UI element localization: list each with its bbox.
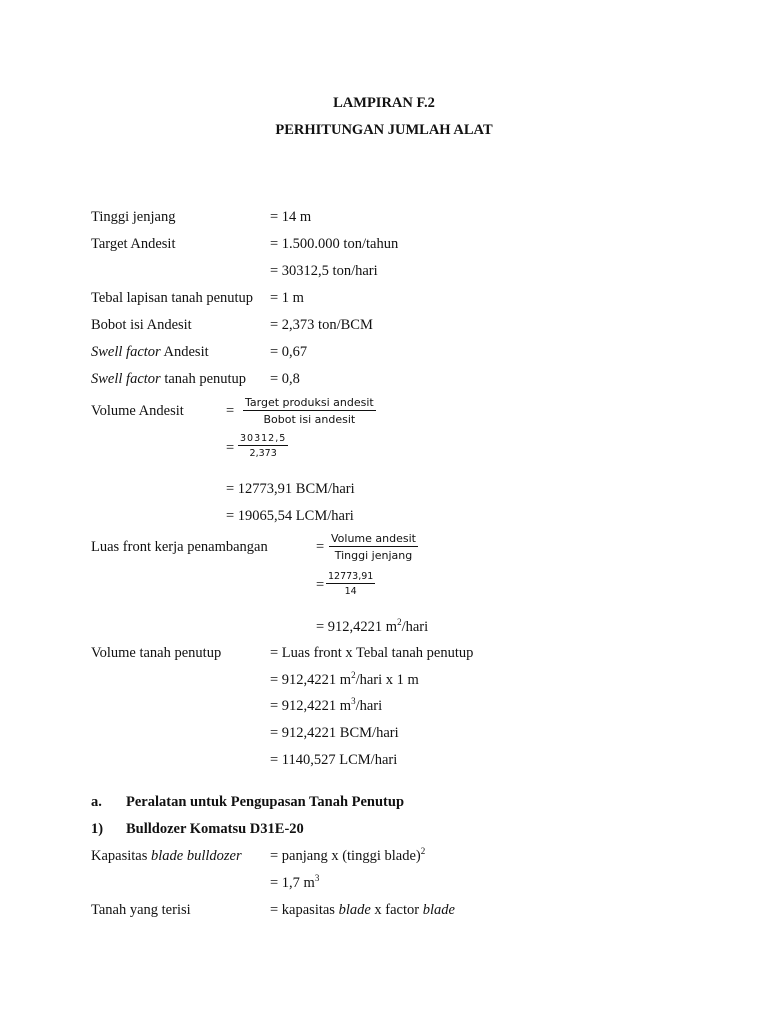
section-a-marker: a. [91,794,102,810]
value-volume-tanah-lcm: = 1140,527 LCM/hari [270,752,398,768]
fraction-numerator: 12773,91 [326,571,375,584]
value-volume-tanah-formula: = Luas front x Tebal tanah penutup [270,645,474,661]
value-volume-tanah-step1 [270,670,419,688]
result-volume-bcm: = 12773,91 BCM/hari [226,481,355,497]
value-bobot-isi: = 2,373 ton/BCM [270,317,373,333]
fraction-luas-front-values [326,571,375,598]
label-target-andesit: Target Andesit [91,236,176,252]
label-tinggi-jenjang: Tinggi jenjang [91,209,176,225]
value-target-andesit-tahun: = 1.500.000 ton/tahun [270,236,399,252]
page-title: LAMPIRAN F.2 [333,95,435,111]
value-tanah-terisi [270,903,455,918]
section-a-title: Peralatan untuk Pengupasan Tanah Penutup [126,794,405,810]
label-swell-andesit [91,345,209,360]
step-unit: /hari [355,698,383,714]
fraction-denominator: Bobot isi andesit [263,413,356,427]
value-swell-tanah: = 0,8 [270,371,300,387]
superscript: 2 [351,670,356,680]
page-subtitle: PERHITUNGAN JUMLAH ALAT [275,122,493,138]
fraction-numerator: 30312,5 [238,433,288,446]
superscript: 3 [351,696,356,706]
label-kapasitas-blade [91,849,242,864]
label-bobot-isi: Bobot isi Andesit [91,317,192,333]
section-1-marker: 1) [91,821,104,837]
label-swell-tanah [91,372,246,387]
step-text: = 912,4221 m [270,672,352,688]
value-volume-tanah-bcm: = 912,4221 BCM/hari [270,725,399,741]
fraction-numerator: Target produksi andesit [243,396,376,411]
section-1-title: Bulldozer Komatsu D31E-20 [126,821,304,837]
fraction-denominator: 2,373 [249,448,277,460]
value-tinggi-jenjang: = 14 m [270,209,312,225]
equals-sign: = [226,403,235,419]
result-luas-front [316,617,429,635]
equals-sign: = [226,440,235,456]
superscript: 3 [314,873,320,883]
formula-text: = panjang x (tinggi blade) [270,848,421,864]
swell-andesit-rest: Andesit [160,344,209,360]
fraction-denominator: 14 [344,586,357,598]
label-italic: blade bulldozer [151,848,242,864]
result-text: = 1,7 m [270,875,315,891]
result-volume-lcm: = 19065,54 LCM/hari [226,508,354,524]
value-kapasitas-result [270,873,320,891]
label-text: Kapasitas [91,848,151,864]
value-volume-tanah-step2 [270,696,383,714]
equals-sign: = [316,539,325,555]
superscript: 2 [397,617,402,627]
label-luas-front: Luas front kerja penambangan [91,539,268,555]
fraction-numerator: Volume andesit [329,532,418,547]
formula-italic: blade [422,902,455,918]
formula-italic: blade [338,902,371,918]
result-unit: /hari [401,619,429,635]
label-tanah-terisi: Tanah yang terisi [91,902,191,918]
value-swell-andesit: = 0,67 [270,344,308,360]
label-volume-tanah: Volume tanah penutup [91,645,222,661]
swell-tanah-rest: tanah penutup [160,371,247,387]
swell-factor-italic: Swell factor [91,371,161,387]
formula-text: = kapasitas [270,902,339,918]
step-text: = 912,4221 m [270,698,352,714]
fraction-luas-front-formula [329,532,418,562]
fraction-denominator: Tinggi jenjang [334,549,413,563]
swell-factor-italic: Swell factor [91,344,161,360]
fraction-volume-andesit-formula [243,396,376,426]
step-unit: /hari x 1 m [355,672,419,688]
value-kapasitas-formula [270,846,426,864]
result-text: = 912,4221 m [316,619,398,635]
label-volume-andesit: Volume Andesit [91,403,184,419]
value-target-andesit-hari: = 30312,5 ton/hari [270,263,378,279]
superscript: 2 [420,846,426,856]
formula-text: x factor [370,902,423,918]
equals-sign: = [316,577,325,593]
label-tebal-lapisan: Tebal lapisan tanah penutup [91,290,254,306]
fraction-volume-andesit-values [238,433,288,460]
value-tebal-lapisan: = 1 m [270,290,304,306]
